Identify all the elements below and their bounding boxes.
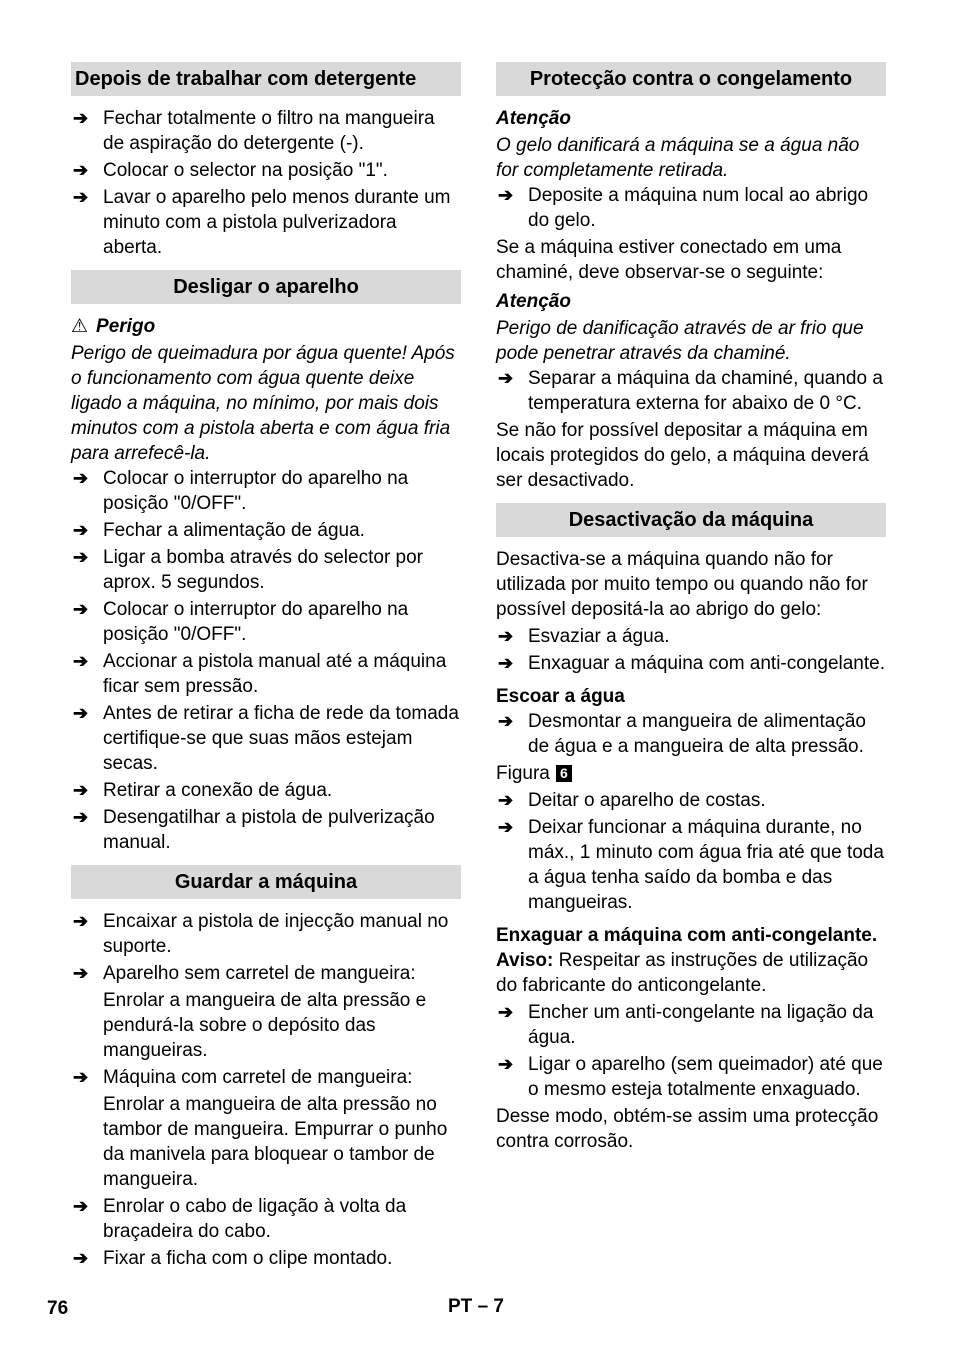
list-item: ➔ Enrolar o cabo de ligação à volta da braçadeira do cabo. bbox=[73, 1196, 407, 1242]
danger-text: Perigo de queimadura por água quente! Após o funcionamento com água quente deixe ligado a máquina, no mínimo, por mais dois minutos com a pistola aberta e com água fria para arrefecê-la. bbox=[71, 343, 455, 464]
heading-store-machine: Guardar a máquina bbox=[71, 865, 461, 899]
list-item: ➔ Enxaguar a máquina com anti-congelante. bbox=[498, 653, 886, 674]
attention-label: Atenção bbox=[496, 291, 571, 312]
subheading-rinse-antifreeze: Enxaguar a máquina com anti-congelante. bbox=[496, 925, 878, 946]
arrow-right-icon: ➔ bbox=[73, 780, 89, 800]
list-item: ➔ Retirar a conexão de água. bbox=[73, 780, 333, 801]
list-item: ➔ Deposite a máquina num local ao abrigo do gelo. bbox=[498, 185, 869, 231]
list-item: ➔ Fechar totalmente o filtro na mangueira de aspiração do detergente (-). bbox=[73, 108, 435, 154]
page-number: 76 bbox=[47, 1298, 69, 1319]
list-item: ➔ Antes de retirar a ficha de rede da tomada certifique-se que suas mãos estejam secas. bbox=[73, 703, 459, 774]
list-item-detail: Enrolar a mangueira de alta pressão e pendurá-la sobre o depósito das mangueiras. bbox=[103, 990, 427, 1061]
arrow-right-icon: ➔ bbox=[73, 468, 89, 488]
list-item: ➔ Encher um anti-congelante na ligação da água. bbox=[498, 1002, 874, 1048]
list-item: ➔ Deixar funcionar a máquina durante, no máx., 1 minuto com água fria até que toda a água tenha saído da bomba e das mangueiras. bbox=[498, 817, 884, 913]
arrow-right-icon: ➔ bbox=[498, 790, 514, 810]
list-item: ➔ Lavar o aparelho pelo menos durante um minuto com a pistola pulverizadora aberta. bbox=[73, 187, 451, 258]
arrow-right-icon: ➔ bbox=[498, 368, 514, 388]
attention-text: O gelo danificará a máquina se a água não for completamente retirada. bbox=[496, 135, 860, 181]
list-item: ➔ Separar a máquina da chaminé, quando a temperatura externa for abaixo de 0 °C. bbox=[498, 368, 883, 414]
list-item: ➔ Máquina com carretel de mangueira: bbox=[73, 1067, 413, 1088]
danger-label: ⚠ Perigo bbox=[71, 316, 156, 337]
warning-triangle-icon: ⚠ bbox=[71, 316, 89, 337]
list-item: ➔ Accionar a pistola manual até a máquina ficar sem pressão. bbox=[73, 651, 447, 697]
arrow-right-icon: ➔ bbox=[73, 108, 89, 128]
figure-number-badge: 6 bbox=[556, 765, 572, 782]
list-item: ➔ Colocar o interruptor do aparelho na posição "0/OFF". bbox=[73, 599, 409, 645]
list-item: ➔ Deitar o aparelho de costas. bbox=[498, 790, 766, 811]
list-item: ➔ Fechar a alimentação de água. bbox=[73, 520, 365, 541]
subheading-drain-water: Escoar a água bbox=[496, 686, 625, 707]
arrow-right-icon: ➔ bbox=[73, 520, 89, 540]
list-item-detail: Enrolar a mangueira de alta pressão no tambor de mangueira. Empurrar o punho da manivela para bloquear o tambor de mangueira. bbox=[103, 1094, 448, 1190]
arrow-right-icon: ➔ bbox=[73, 599, 89, 619]
arrow-right-icon: ➔ bbox=[73, 1067, 89, 1087]
list-item: ➔ Ligar a bomba através do selector por aprox. 5 segundos. bbox=[73, 547, 424, 593]
heading-decommissioning: Desactivação da máquina bbox=[496, 503, 886, 537]
attention-text: Perigo de danificação através de ar frio que pode penetrar através da chaminé. bbox=[496, 318, 864, 364]
list-item: ➔ Desmontar a mangueira de alimentação de água e a mangueira de alta pressão. bbox=[498, 711, 866, 757]
figure-reference: Figura 6 bbox=[496, 761, 886, 786]
heading-after-detergent: Depois de trabalhar com detergente bbox=[71, 62, 461, 96]
arrow-right-icon: ➔ bbox=[498, 1002, 514, 1022]
arrow-right-icon: ➔ bbox=[73, 703, 89, 723]
list-item: ➔ Encaixar a pistola de injecção manual no suporte. bbox=[73, 911, 449, 957]
arrow-right-icon: ➔ bbox=[73, 651, 89, 671]
paragraph: Se não for possível depositar a máquina em locais protegidos do gelo, a máquina deverá ser desactivado. bbox=[496, 420, 869, 491]
arrow-right-icon: ➔ bbox=[73, 160, 89, 180]
list-item: ➔ Ligar o aparelho (sem queimador) até que o mesmo esteja totalmente enxaguado. bbox=[498, 1054, 883, 1100]
arrow-right-icon: ➔ bbox=[498, 1054, 514, 1074]
right-column bbox=[496, 62, 886, 1156]
arrow-right-icon: ➔ bbox=[498, 626, 514, 646]
footer-language: PT – 7 bbox=[448, 1296, 504, 1317]
arrow-right-icon: ➔ bbox=[73, 1248, 89, 1268]
arrow-right-icon: ➔ bbox=[73, 911, 89, 931]
list-item: ➔ Desengatilhar a pistola de pulverização manual. bbox=[73, 807, 435, 853]
arrow-right-icon: ➔ bbox=[73, 963, 89, 983]
notice-paragraph: Aviso: Respeitar as instruções de utilização do fabricante do anticongelante. bbox=[496, 950, 869, 996]
arrow-right-icon: ➔ bbox=[73, 187, 89, 207]
list-item: ➔ Colocar o interruptor do aparelho na posição "0/OFF". bbox=[73, 468, 409, 514]
list-item: ➔ Esvaziar a água. bbox=[498, 626, 670, 647]
arrow-right-icon: ➔ bbox=[73, 1196, 89, 1216]
list-item: ➔ Aparelho sem carretel de mangueira: bbox=[73, 963, 416, 984]
paragraph: Se a máquina estiver conectado em uma chaminé, deve observar-se o seguinte: bbox=[496, 237, 842, 283]
arrow-right-icon: ➔ bbox=[498, 711, 514, 731]
list-item: ➔ Fixar a ficha com o clipe montado. bbox=[73, 1248, 393, 1269]
paragraph: Desse modo, obtém-se assim uma protecção contra corrosão. bbox=[496, 1106, 879, 1152]
arrow-right-icon: ➔ bbox=[73, 807, 89, 827]
arrow-right-icon: ➔ bbox=[498, 653, 514, 673]
arrow-right-icon: ➔ bbox=[498, 817, 514, 837]
list-item: ➔ Colocar o selector na posição "1". bbox=[73, 160, 388, 181]
arrow-right-icon: ➔ bbox=[73, 547, 89, 567]
attention-label: Atenção bbox=[496, 108, 571, 129]
heading-switch-off: Desligar o aparelho bbox=[71, 270, 461, 304]
heading-frost-protection: Protecção contra o congelamento bbox=[496, 62, 886, 96]
paragraph: Desactiva-se a máquina quando não for utilizada por muito tempo ou quando não for possível depositá-la ao abrigo do gelo: bbox=[496, 549, 868, 620]
left-column bbox=[71, 62, 461, 1273]
arrow-right-icon: ➔ bbox=[498, 185, 514, 205]
notice-label: Aviso: bbox=[496, 950, 554, 971]
